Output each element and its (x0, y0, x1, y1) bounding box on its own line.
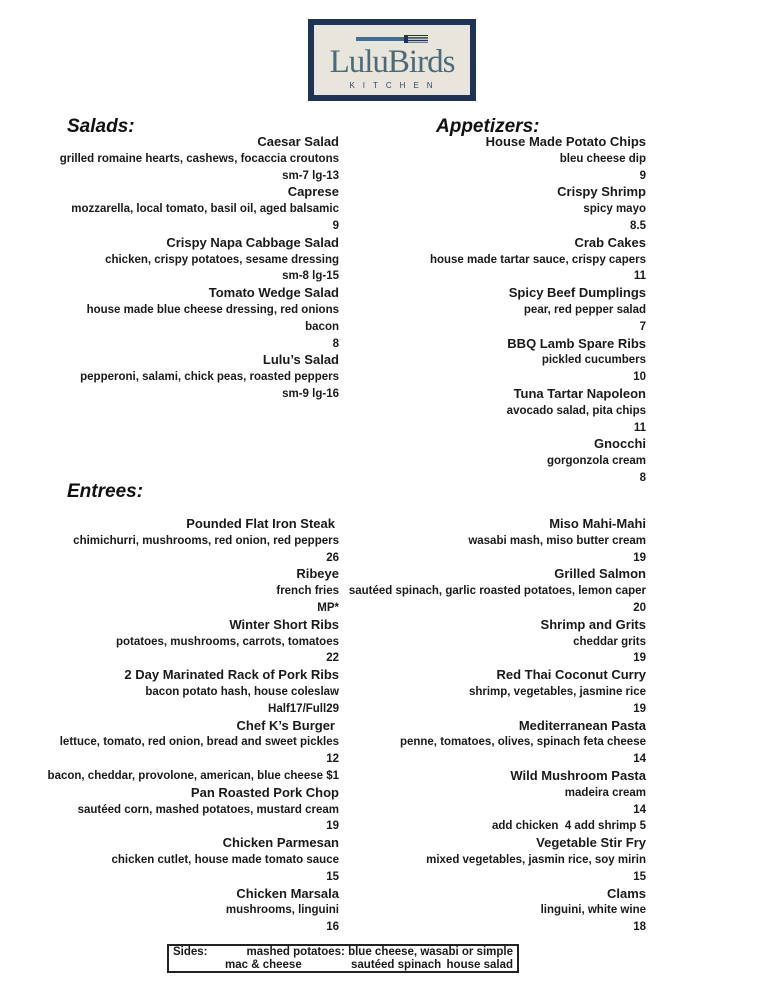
item-name: 2 Day Marinated Rack of Pork Ribs (124, 667, 339, 683)
menu-item (349, 835, 646, 885)
item-price: 26 (326, 551, 339, 564)
item-description: house made blue cheese dressing, red onions (86, 303, 339, 316)
menu-item (48, 516, 339, 566)
item-description: linguini, white wine (540, 904, 646, 917)
item-price: sm-8 lg-15 (282, 270, 339, 283)
item-description-cont: bacon (305, 320, 339, 333)
appetizers-heading: Appetizers: (436, 116, 540, 137)
item-name: House Made Potato Chips (485, 134, 646, 149)
entrees-left-list (48, 516, 339, 936)
side-item: house salad (446, 959, 513, 971)
item-name: Lulu’s Salad (262, 352, 339, 368)
menu-item (48, 886, 339, 936)
menu-item (349, 617, 646, 667)
item-price: 9 (332, 219, 339, 232)
item-name: Chicken Parmesan (222, 835, 339, 851)
item-name: Winter Short Ribs (229, 616, 339, 632)
item-price: 10 (633, 371, 646, 384)
menu-item (349, 516, 646, 566)
item-description: house made tartar sauce, crispy capers (429, 253, 646, 266)
item-name: Grilled Salmon (554, 566, 646, 582)
item-price: 8.5 (630, 219, 646, 232)
item-price: 8 (332, 337, 339, 350)
item-name: Caprese (287, 184, 339, 200)
item-price: 11 (633, 421, 646, 434)
item-description: mushrooms, linguini (225, 904, 339, 917)
item-price: 19 (633, 551, 646, 564)
menu-item (48, 617, 339, 667)
item-name: Crispy Shrimp (557, 184, 646, 200)
item-price: 20 (633, 601, 646, 614)
menu-item (349, 667, 646, 717)
item-price: 16 (326, 921, 339, 934)
menu-item (60, 352, 339, 402)
item-description: lettuce, tomato, red onion, bread and sweet pickles (59, 736, 339, 749)
menu-item (48, 785, 339, 835)
entrees-heading: Entrees: (67, 481, 144, 502)
item-price: 8 (639, 471, 646, 484)
item-name: Pounded Flat Iron Steak (186, 516, 335, 531)
item-price: 18 (633, 921, 646, 934)
entrees-right-list (349, 516, 646, 936)
item-name: Chef K’s Burger (236, 717, 335, 733)
sides-row-1 (173, 946, 513, 959)
item-description: gorgonzola cream (546, 455, 646, 468)
menu-item (60, 285, 339, 352)
item-description: pickled cucumbers (541, 354, 646, 367)
menu-item (48, 566, 339, 616)
item-name: Shrimp and Grits (540, 616, 646, 632)
menu-item (60, 134, 339, 184)
item-description: pear, red pepper salad (523, 303, 646, 316)
item-description: sautéed spinach, garlic roasted potatoes, lemon caper (348, 585, 646, 598)
item-price: 9 (639, 169, 646, 182)
menu-item (430, 235, 646, 285)
item-description: chicken, crispy potatoes, sesame dressing (105, 253, 339, 266)
item-description: madeira cream (564, 786, 646, 799)
item-description: potatoes, mushrooms, carrots, tomatoes (115, 635, 339, 648)
item-description: wasabi mash, miso butter cream (468, 534, 646, 547)
menu-item (349, 566, 646, 616)
item-name: Vegetable Stir Fry (536, 835, 646, 851)
side-item: mashed potatoes: blue cheese, wasabi or simple (246, 946, 513, 958)
item-name: Tomato Wedge Salad (208, 285, 339, 301)
menu-item (48, 667, 339, 717)
item-name: BBQ Lamb Spare Ribs (507, 335, 646, 351)
menu-item (430, 184, 646, 234)
sides-box (167, 944, 519, 973)
item-description: cheddar grits (573, 635, 646, 648)
item-description: bleu cheese dip (559, 152, 646, 165)
menu-item (349, 718, 646, 768)
restaurant-logo (308, 19, 476, 101)
menu-item (430, 436, 646, 486)
item-price: 19 (326, 820, 339, 833)
item-name: Pan Roasted Pork Chop (190, 784, 339, 800)
item-name: Crispy Napa Cabbage Salad (166, 234, 339, 250)
appetizers-list (430, 134, 646, 487)
item-description: penne, tomatoes, olives, spinach feta cheese (399, 736, 646, 749)
item-description: avocado salad, pita chips (506, 404, 646, 417)
logo-subtitle: KITCHEN (349, 81, 441, 90)
sides-row-2 (173, 959, 513, 972)
menu-item (60, 235, 339, 285)
item-price: 15 (633, 870, 646, 883)
item-name: Spicy Beef Dumplings (508, 285, 646, 301)
logo-panel (313, 24, 471, 96)
side-item: sautéed spinach (351, 959, 442, 971)
item-name: Crab Cakes (574, 234, 646, 250)
menu-item (60, 184, 339, 234)
item-description: grilled romaine hearts, cashews, focaccia croutons (59, 152, 339, 165)
menu-item (430, 336, 646, 386)
item-price: 14 (633, 803, 646, 816)
item-description: shrimp, vegetables, jasmine rice (468, 685, 646, 698)
item-description: bacon potato hash, house coleslaw (145, 685, 339, 698)
item-description: mixed vegetables, jasmin rice, soy mirin (426, 853, 646, 866)
item-name: Red Thai Coconut Curry (496, 667, 646, 683)
item-price: Half17/Full29 (268, 702, 339, 715)
menu-item (430, 386, 646, 436)
menu-item (430, 285, 646, 335)
item-price: 11 (633, 270, 646, 283)
item-description: mozzarella, local tomato, basil oil, aged balsamic (71, 203, 339, 216)
item-description: chimichurri, mushrooms, red onion, red peppers (73, 534, 339, 547)
item-name: Tuna Tartar Napoleon (513, 385, 646, 401)
item-price: 14 (633, 753, 646, 766)
item-price: MP* (317, 601, 339, 614)
sides-label: Sides: (173, 946, 208, 958)
item-name: Chicken Marsala (236, 885, 339, 901)
item-price: 15 (326, 870, 339, 883)
menu-item (48, 835, 339, 885)
item-name: Clams (606, 885, 646, 901)
side-item: mac & cheese (225, 959, 302, 971)
fork-icon (356, 34, 428, 44)
item-price: sm-9 lg-16 (282, 387, 339, 400)
menu-item (430, 134, 646, 184)
item-price: 19 (633, 652, 646, 665)
item-price: 22 (326, 652, 339, 665)
item-name: Wild Mushroom Pasta (510, 767, 646, 783)
menu-item (48, 718, 339, 785)
item-name: Caesar Salad (257, 134, 339, 149)
item-price: 7 (639, 320, 646, 333)
menu-item (349, 886, 646, 936)
item-name: Miso Mahi-Mahi (549, 516, 646, 531)
logo-name: LuluBirds (329, 44, 455, 80)
item-name: Ribeye (296, 566, 339, 582)
item-description: sautéed corn, mashed potatoes, mustard cream (77, 803, 339, 816)
item-name: Gnocchi (593, 436, 646, 452)
salads-heading: Salads: (67, 116, 135, 137)
item-name: Mediterranean Pasta (518, 717, 646, 733)
menu-item (349, 768, 646, 835)
item-description: pepperoni, salami, chick peas, roasted peppers (80, 371, 339, 384)
item-price: 12 (326, 753, 339, 766)
item-price: sm-7 lg-13 (282, 169, 339, 182)
item-description: french fries (276, 585, 339, 598)
item-description: chicken cutlet, house made tomato sauce (111, 853, 339, 866)
item-addons: add chicken 4 add shrimp 5 (491, 820, 646, 833)
item-description: spicy mayo (583, 203, 646, 216)
salads-list (60, 134, 339, 403)
item-price: 19 (633, 702, 646, 715)
item-addons: bacon, cheddar, provolone, american, blue cheese $1 (47, 769, 339, 782)
